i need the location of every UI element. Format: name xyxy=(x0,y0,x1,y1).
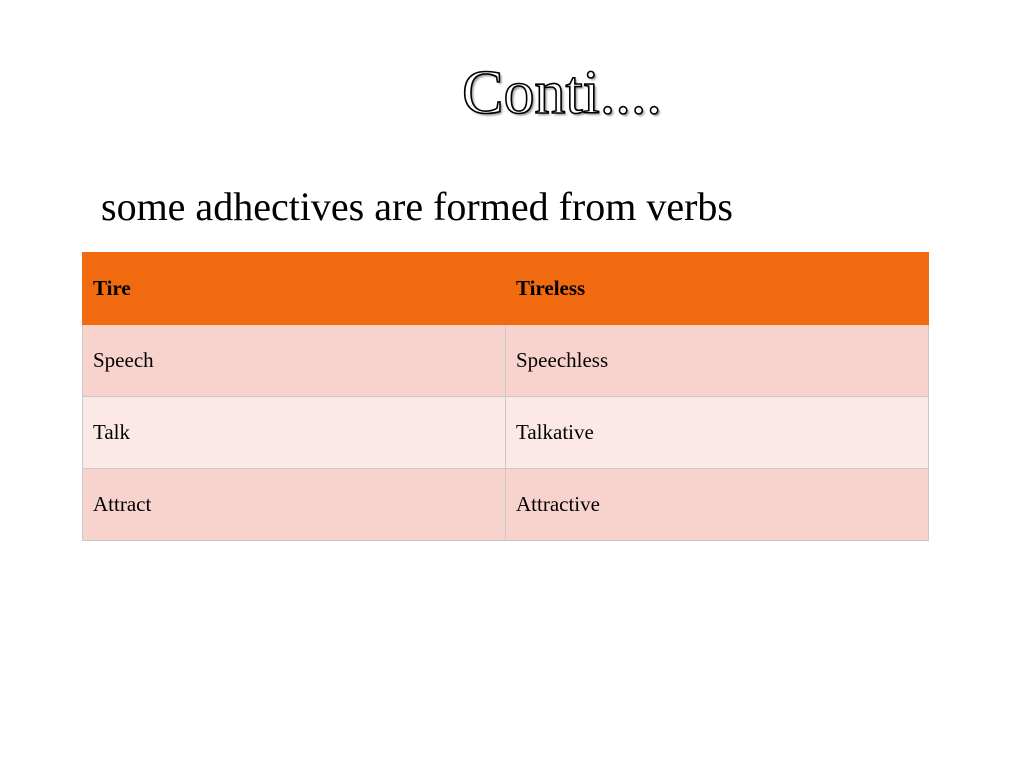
table-cell-adjective: Speechless xyxy=(506,325,929,397)
slide-subtitle: some adhectives are formed from verbs xyxy=(101,184,733,229)
table-cell-verb: Attract xyxy=(83,469,506,541)
table-cell-adjective: Attractive xyxy=(506,469,929,541)
table-header-cell: Tireless xyxy=(506,253,929,325)
table-row xyxy=(83,469,929,541)
table-row xyxy=(83,325,929,397)
slide-title: Conti.... xyxy=(462,59,662,127)
table-cell-verb: Speech xyxy=(83,325,506,397)
table-header-row xyxy=(83,253,929,325)
table-cell-verb: Talk xyxy=(83,397,506,469)
table-header-cell: Tire xyxy=(83,253,506,325)
table-cell-adjective: Talkative xyxy=(506,397,929,469)
table-row xyxy=(83,397,929,469)
verb-adjective-table xyxy=(82,252,929,541)
